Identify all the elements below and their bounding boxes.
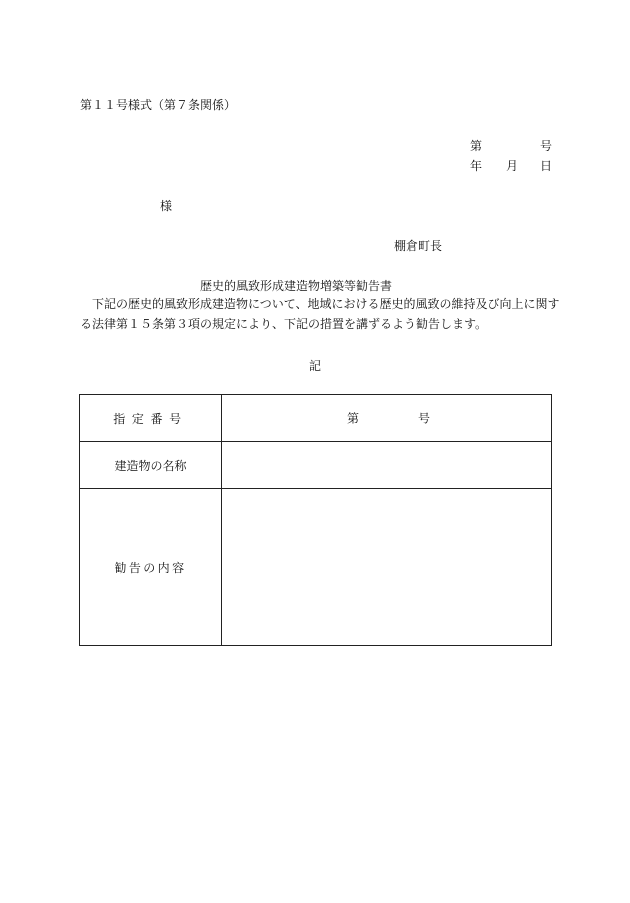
document-title: 歴史的風致形成建造物増築等勧告書 xyxy=(200,279,393,293)
doc-number-prefix: 第 xyxy=(470,139,483,153)
body-text: 下記の歴史的風致形成建造物について、地域における歴史的風致の維持及び向上に関する法律第１５条第３項の規定により、下記の措置を講ずるよう勧告します。 xyxy=(80,297,560,331)
details-table xyxy=(79,394,552,646)
building-name-value xyxy=(222,442,552,489)
designation-number-prefix: 第 xyxy=(347,411,360,426)
designation-number-value xyxy=(222,395,552,442)
recommendation-content-label: 勧告の内容 xyxy=(80,489,222,646)
designation-number-label: 指定番号 xyxy=(80,395,222,442)
recommendation-content-value xyxy=(222,489,552,646)
table-row xyxy=(80,442,552,489)
sender-name: 棚倉町長 xyxy=(394,239,443,253)
table-row xyxy=(80,489,552,646)
ki-heading: 記 xyxy=(309,359,322,373)
form-label: 第１１号様式（第７条関係） xyxy=(80,98,237,112)
date-year: 年 xyxy=(470,159,483,173)
addressee-honorific: 様 xyxy=(160,199,173,213)
table-row xyxy=(80,395,552,442)
designation-number-suffix: 号 xyxy=(418,411,431,426)
building-name-label: 建造物の名称 xyxy=(80,442,222,489)
date-month: 月 xyxy=(506,159,519,173)
doc-number-suffix: 号 xyxy=(540,139,553,153)
date-day: 日 xyxy=(540,159,553,173)
